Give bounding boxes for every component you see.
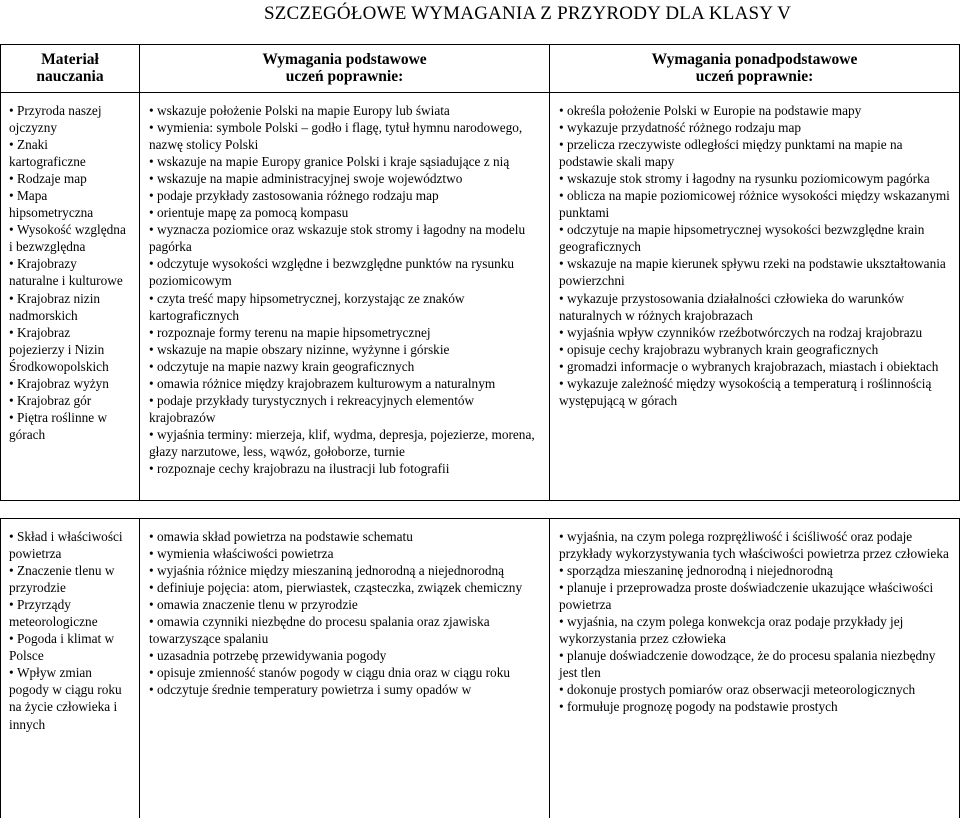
list-item: • wykazuje przydatność różnego rodzaju map xyxy=(559,119,951,136)
header-basic-line2: uczeń poprawnie: xyxy=(285,68,404,85)
list-item: • orientuje mapę za pomocą kompasu xyxy=(149,204,541,221)
list-item: • wyjaśnia terminy: mierzeja, klif, wydma, depresja, pojezierze, morena, głazy narzutowe, less, wąwóz, gołoborze, turnie xyxy=(149,426,541,460)
list-item: • Wpływ zmian pogody w ciągu roku na życie człowieka i innych xyxy=(9,664,127,732)
list-item: • Krajobraz pojezierzy i Nizin Środkowopolskich xyxy=(9,324,127,375)
row2-border-1 xyxy=(139,518,140,818)
list-item: • wyjaśnia różnice między mieszaniną jednorodną a niejednorodną xyxy=(149,562,541,579)
list-item: • podaje przykłady turystycznych i rekreacyjnych elementów krajobrazów xyxy=(149,392,541,426)
list-item: • planuje doświadczenie dowodzące, że do procesu spalania niezbędny jest tlen xyxy=(559,647,951,681)
row2-border-left xyxy=(0,518,1,818)
row2-top-border xyxy=(0,518,960,519)
header-advanced-line2: uczeń poprawnie: xyxy=(695,68,814,85)
list-item: • wyjaśnia wpływ czynników rzeźbotwórczych na rodzaj krajobrazu xyxy=(559,324,951,341)
table-border-top xyxy=(0,44,960,45)
list-item: • wyjaśnia, na czym polega rozprężliwość i ściśliwość oraz podaje przykłady wykorzystywania tych właściwości powietrza przez człowieka xyxy=(559,528,951,562)
list-item: • sporządza mieszaninę jednorodną i niejednorodną xyxy=(559,562,951,579)
row1-basic xyxy=(149,102,541,477)
list-item: • gromadzi informacje o wybranych krajobrazach, miastach i obiektach xyxy=(559,358,951,375)
list-item: • Krajobraz nizin nadmorskich xyxy=(9,290,127,324)
row1-material xyxy=(9,102,127,443)
list-item: • Rodzaje map xyxy=(9,170,127,187)
header-material-line2: nauczania xyxy=(36,68,104,85)
list-item: • wskazuje położenie Polski na mapie Europy lub świata xyxy=(149,102,541,119)
list-item: • wyznacza poziomice oraz wskazuje stok stromy i łagodny na modelu pagórka xyxy=(149,221,541,255)
list-item: • planuje i przeprowadza proste doświadczenie ukazujące właściwości powietrza xyxy=(559,579,951,613)
list-item: • Przyrządy meteorologiczne xyxy=(9,596,127,630)
row2-border-2 xyxy=(549,518,550,818)
list-item: • Skład i właściwości powietrza xyxy=(9,528,127,562)
header-basic-line1: Wymagania podstawowe xyxy=(262,51,427,68)
list-item: • wymienia właściwości powietrza xyxy=(149,545,541,562)
col-border-1 xyxy=(139,44,140,501)
list-item: • wskazuje stok stromy i łagodny na rysunku poziomicowym pagórka xyxy=(559,170,951,187)
header-material xyxy=(1,51,139,85)
list-item: • Znaki kartograficzne xyxy=(9,136,127,170)
list-item: • opisuje zmienność stanów pogody w ciągu dnia oraz w ciągu roku xyxy=(149,664,541,681)
list-item: • Piętra roślinne w górach xyxy=(9,409,127,443)
list-item: • wykazuje zależność między wysokością a temperaturą i roślinnością występującą w górach xyxy=(559,375,951,409)
list-item: • omawia znaczenie tlenu w przyrodzie xyxy=(149,596,541,613)
list-item: • wskazuje na mapie obszary nizinne, wyżynne i górskie xyxy=(149,341,541,358)
list-item: • wymienia: symbole Polski – godło i flagę, tytuł hymnu narodowego, nazwę stolicy Polski xyxy=(149,119,541,153)
list-item: • Wysokość względna i bezwzględna xyxy=(9,221,127,255)
list-item: • Przyroda naszej ojczyzny xyxy=(9,102,127,136)
list-item: • Znaczenie tlenu w przyrodzie xyxy=(9,562,127,596)
col-border-left xyxy=(0,44,1,501)
list-item: • Krajobrazy naturalne i kulturowe xyxy=(9,255,127,289)
list-item: • wskazuje na mapie administracyjnej swoje województwo xyxy=(149,170,541,187)
list-item: • Krajobraz gór xyxy=(9,392,127,409)
list-item: • uzasadnia potrzebę przewidywania pogody xyxy=(149,647,541,664)
header-material-line1: Materiał xyxy=(41,51,99,68)
col-border-2 xyxy=(549,44,550,501)
list-item: • określa położenie Polski w Europie na podstawie mapy xyxy=(559,102,951,119)
list-item: • wskazuje na mapie kierunek spływu rzeki na podstawie ukształtowania powierzchni xyxy=(559,255,951,289)
list-item: • dokonuje prostych pomiarów oraz obserwacji meteorologicznych xyxy=(559,681,951,698)
list-item: • wskazuje na mapie Europy granice Polski i kraje sąsiadujące z nią xyxy=(149,153,541,170)
list-item: • opisuje cechy krajobrazu wybranych krain geograficznych xyxy=(559,341,951,358)
row2-advanced xyxy=(559,528,951,716)
list-item: • formułuje prognozę pogody na podstawie prostych xyxy=(559,698,951,715)
list-item: • rozpoznaje cechy krajobrazu na ilustracji lub fotografii xyxy=(149,460,541,477)
header-divider xyxy=(0,92,960,93)
list-item: • rozpoznaje formy terenu na mapie hipsometrycznej xyxy=(149,324,541,341)
list-item: • odczytuje średnie temperatury powietrza i sumy opadów w xyxy=(149,681,541,698)
list-item: • wykazuje przystosowania działalności człowieka do warunków naturalnych w różnych krajobrazach xyxy=(559,290,951,324)
list-item: • Krajobraz wyżyn xyxy=(9,375,127,392)
list-item: • definiuje pojęcia: atom, pierwiastek, cząsteczka, związek chemiczny xyxy=(149,579,541,596)
row1-bottom-border xyxy=(0,500,960,501)
list-item: • oblicza na mapie poziomicowej różnice wysokości między wskazanymi punktami xyxy=(559,187,951,221)
list-item: • Pogoda i klimat w Polsce xyxy=(9,630,127,664)
header-advanced xyxy=(550,51,959,85)
page-title: SZCZEGÓŁOWE WYMAGANIA Z PRZYRODY DLA KLASY V xyxy=(263,3,792,24)
list-item: • odczytuje na mapie hipsometrycznej wysokości bezwzględne krain geograficznych xyxy=(559,221,951,255)
header-basic xyxy=(140,51,549,85)
row2-material xyxy=(9,528,127,733)
list-item: • Mapa hipsometryczna xyxy=(9,187,127,221)
row1-advanced xyxy=(559,102,951,409)
list-item: • podaje przykłady zastosowania różnego rodzaju map xyxy=(149,187,541,204)
row2-basic xyxy=(149,528,541,698)
list-item: • wyjaśnia, na czym polega konwekcja oraz podaje przykłady jej wykorzystania przez człowieka xyxy=(559,613,951,647)
list-item: • omawia różnice między krajobrazem kulturowym a naturalnym xyxy=(149,375,541,392)
list-item: • omawia skład powietrza na podstawie schematu xyxy=(149,528,541,545)
header-advanced-line1: Wymagania ponadpodstawowe xyxy=(651,51,858,68)
list-item: • czyta treść mapy hipsometrycznej, korzystając ze znaków kartograficznych xyxy=(149,290,541,324)
list-item: • odczytuje na mapie nazwy krain geograficznych xyxy=(149,358,541,375)
list-item: • odczytuje wysokości względne i bezwzględne punktów na rysunku poziomicowym xyxy=(149,255,541,289)
list-item: • omawia czynniki niezbędne do procesu spalania oraz zjawiska towarzyszące spalaniu xyxy=(149,613,541,647)
list-item: • przelicza rzeczywiste odległości między punktami na mapie na podstawie skali mapy xyxy=(559,136,951,170)
